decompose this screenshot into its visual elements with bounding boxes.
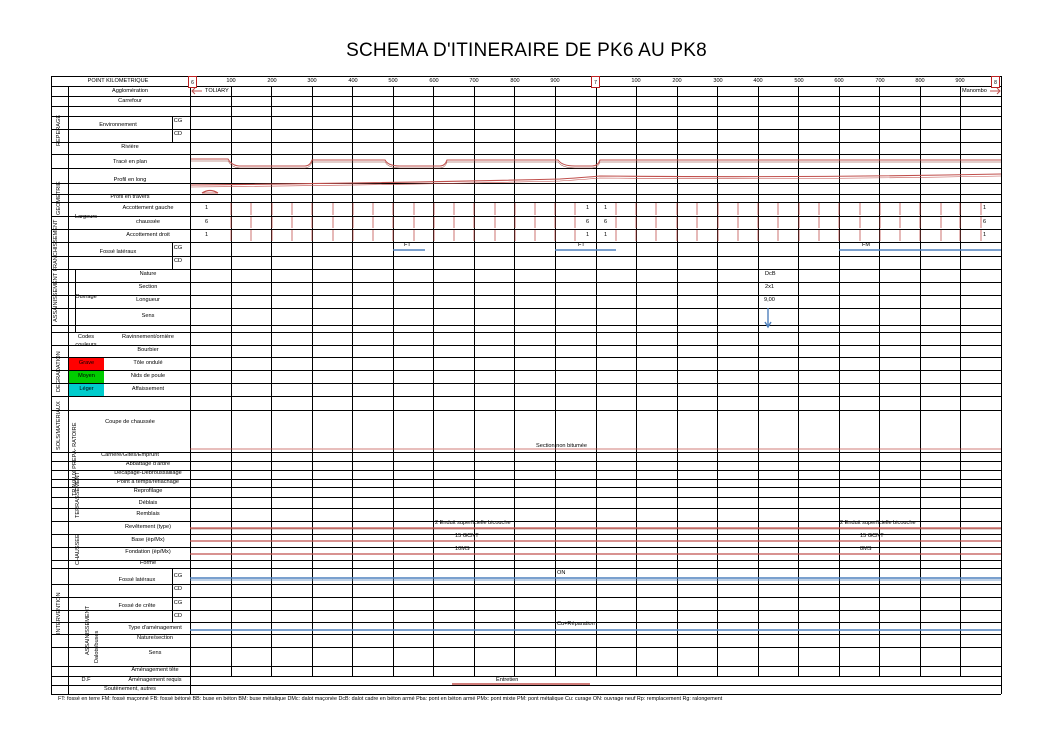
fondation-label: 10MS (455, 546, 470, 552)
row-fosse-crete: Fossé de crête (118, 603, 156, 609)
row-largeurs: Largeurs (74, 214, 98, 220)
pk-tick: 100 (226, 78, 236, 84)
row-soutenement: Soutènement, autres (104, 686, 156, 692)
swatch-léger: Léger (69, 384, 104, 396)
section-sols: SOLS/MATERIAUX (56, 401, 62, 450)
largeur-value: 1 (604, 232, 608, 238)
pk-tick: 600 (429, 78, 439, 84)
pk-tick: 500 (794, 78, 804, 84)
fosse-ft-label: FT (578, 242, 585, 248)
section-assainissement-2: ASSAINISSEMENT (85, 605, 91, 655)
section-dalots: Dalots/buses (94, 630, 100, 663)
pk-tick: 800 (915, 78, 925, 84)
row-decapage: Décapage-Débroussaillage (114, 470, 182, 476)
swatch-grave: Grave (69, 358, 104, 370)
from-label: TOLIARY (205, 88, 229, 94)
row-sens: Sens (141, 313, 155, 319)
section-terrassement: TERRASSEMENT (75, 472, 81, 518)
row-trace: Tracé en plan (113, 159, 147, 165)
section-degradation: DEGRADATION (56, 351, 62, 392)
row-cd: CD (173, 586, 183, 592)
revetement-label: 2 Enduit superficielle bicouche (435, 520, 511, 526)
fosse-fm-label: FM (862, 242, 871, 248)
section-reperage: REPERAGE (56, 114, 62, 146)
largeur-value: 1 (205, 232, 209, 238)
row-profil-long: Profil en long (113, 177, 147, 183)
section-non-bitumee: Section non bitumée (536, 443, 587, 449)
profil-en-long-line (191, 174, 1001, 185)
row-deblais: Déblais (138, 500, 158, 506)
fondation-label: 8MS (860, 546, 872, 552)
arrow-left-icon (192, 88, 202, 94)
row-affaissement: Affaissement (131, 386, 165, 392)
row-tole: Tôle ondulé (133, 360, 163, 366)
row-cg: CG (173, 573, 183, 579)
section-travaux-prep: TRAVAUX PREPA- RATOIRE (72, 422, 78, 496)
row-point-temps: Point à temps/reflachage (117, 479, 179, 485)
largeur-value: 6 (586, 219, 590, 225)
row-codes: Codes (77, 334, 95, 340)
swatch-moyen: Moyen (69, 371, 104, 383)
ouvrage-longueur: 9,00 (764, 297, 775, 303)
ouvrage-nature: DcB (765, 271, 776, 277)
pk-marker-label: 7 (594, 80, 597, 86)
pk-tick: 300 (713, 78, 723, 84)
pk-tick: 900 (955, 78, 965, 84)
row-fondation: Fondation (èp/Mx) (125, 549, 171, 555)
row-fosse-lateraux-2: Fossé latéraux (118, 577, 156, 583)
pk-tick: 700 (875, 78, 885, 84)
row-amenagement-tete: Aménagement tête (131, 667, 179, 673)
row-ouvrage: Ouvrage (75, 294, 97, 300)
row-nids: Nids de poule (130, 373, 166, 379)
row-remblais: Remblais (136, 511, 160, 517)
row-carrefour: Carrefour (118, 98, 142, 104)
row-abbattage: Abbattage d'arbre (125, 461, 171, 467)
entretien-label: Entretien (496, 677, 519, 683)
legend: FT: fossé en terre FM: fossé maçonné FB: fossé bétoné BB: buse en béton BM: buse métalique DMc: dalot maçonée DcB: dalot cadre en béton armé Pba: pont en béton armé PMx: pont mixte PM: pont métalique Cu: curage ON: ouvrage neuf Rp: remplacement Rg: ralongement (58, 696, 723, 702)
row-cd: CD (173, 613, 183, 619)
row-coupe: Coupe de chaussée (105, 419, 155, 425)
trace-en-plan-line (191, 159, 1001, 166)
largeur-value: 6 (205, 219, 209, 225)
pk-tick: 900 (550, 78, 560, 84)
row-riviere: Rivière (121, 144, 139, 150)
largeur-value: 1 (586, 232, 590, 238)
pk-tick: 200 (672, 78, 682, 84)
largeur-value: 1 (604, 205, 608, 211)
pk-tick: 500 (388, 78, 398, 84)
type-amenagement-label: Cu+Réparation (557, 621, 595, 627)
row-nature: Nature (139, 271, 157, 277)
row-acc-droit: Accottement droit (126, 232, 170, 238)
row-acc-gauche: Accottement gauche (122, 205, 174, 211)
row-base: Base (èp/Mx) (131, 537, 165, 543)
row-cg: CG (173, 600, 183, 606)
pk-tick: 700 (469, 78, 479, 84)
base-label: 15 GCNT (455, 533, 479, 539)
section-geometrie: GEOMETRIE (56, 181, 62, 215)
pk-tick: 400 (753, 78, 763, 84)
revetement-label: 2 Enduit superficielle bicouche (840, 520, 916, 526)
base-label: 15 GCNT (860, 533, 884, 539)
section-intervention: INTERVENTION (56, 592, 62, 634)
ouvrage-section: 2x1 (765, 284, 775, 290)
section-chaussee: CHAUSSEE (75, 534, 81, 565)
largeur-value: 1 (983, 205, 987, 211)
row-chaussee: chaussée (136, 219, 160, 225)
sens-arrow-icon (765, 308, 771, 327)
row-type-amenagement: Type d'aménagement (128, 625, 182, 631)
row-environnement: Environnement (99, 122, 137, 128)
fosse-ft-label: FT (404, 242, 411, 248)
row-profil-travers: Profil en travers (110, 194, 150, 200)
row-cd: CD (173, 131, 183, 137)
row-fosse-lateraux: Fossé latéraux (99, 249, 137, 255)
row-forme: Forme (139, 560, 157, 566)
section-assainissement: ASSAINISSEMENT FRANCHISSEMENT (53, 219, 59, 322)
pk-label: POINT KILOMETRIQUE (87, 78, 149, 84)
row-df: D.F (81, 677, 91, 683)
largeur-value: 1 (205, 205, 209, 211)
row-revetement: Revêtement (type) (124, 524, 172, 530)
largeur-value: 1 (586, 205, 590, 211)
fosse-on-label: ON (557, 570, 566, 576)
page-title: SCHEMA D'ITINERAIRE DE PK6 AU PK8 (346, 40, 707, 61)
largeur-value: 6 (983, 219, 987, 225)
row-agglomeration: Agglomération (111, 88, 149, 94)
profil-en-long-line (191, 176, 1001, 187)
pk-tick: 100 (631, 78, 641, 84)
row-sens-2: Sens (148, 650, 162, 656)
row-carriere: Carrière/Gîtes/Emprunt (101, 452, 159, 458)
row-nature-section: Nature/section (136, 635, 174, 641)
arrow-right-icon (990, 88, 1000, 94)
pk-tick: 300 (307, 78, 317, 84)
row-couleurs: couleurs (75, 342, 97, 348)
row-ravinement: Ravinnement/ornière (122, 334, 174, 340)
row-cg: CG (173, 118, 183, 124)
pk-tick: 400 (348, 78, 358, 84)
row-amenagement-requis: Aménagement requis (128, 677, 182, 683)
row-longueur: Longueur (136, 297, 160, 303)
largeur-value: 1 (983, 232, 987, 238)
row-cd: CD (173, 258, 183, 264)
to-label: Manombo (962, 88, 987, 94)
pk-marker-label: 8 (994, 80, 997, 86)
row-bourbier: Bourbier (137, 347, 159, 353)
pk-marker-label: 6 (191, 80, 194, 86)
pk-tick: 200 (267, 78, 277, 84)
pk-tick: 600 (834, 78, 844, 84)
largeur-value: 6 (604, 219, 608, 225)
row-section: Section (138, 284, 158, 290)
pk-tick: 800 (510, 78, 520, 84)
row-reprofilage: Reprofilage (133, 488, 163, 494)
row-cg: CG (173, 245, 183, 251)
